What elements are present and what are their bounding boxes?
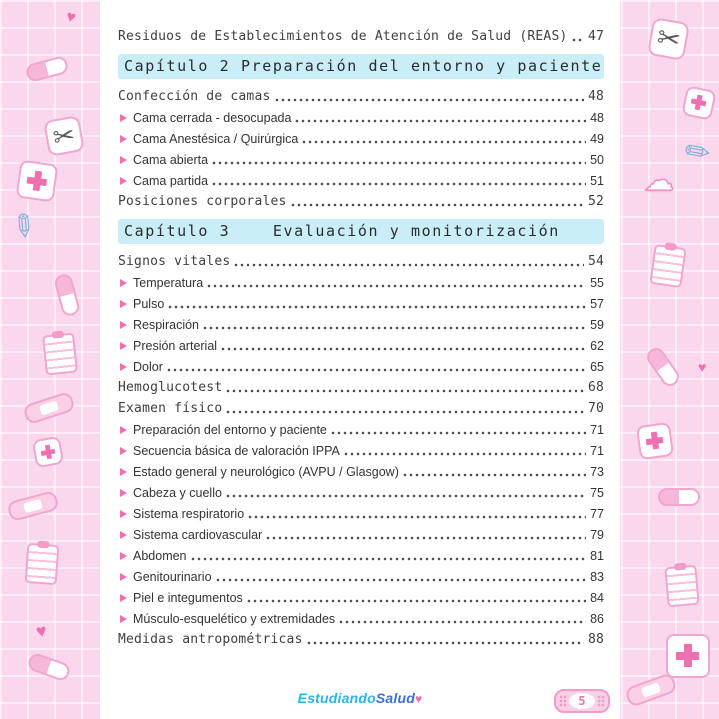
toc-entry xyxy=(118,566,604,587)
toc-entry-page: 49 xyxy=(590,131,604,146)
toc-entry xyxy=(118,107,604,128)
toc-entry-label: Medidas antropométricas xyxy=(118,632,303,647)
footer xyxy=(100,685,620,711)
dotted-leader xyxy=(234,263,584,267)
toc-entry-label: Preparación del entorno y paciente xyxy=(133,422,327,437)
toc-entry xyxy=(118,26,604,47)
dotted-leader xyxy=(167,368,586,372)
triangle-bullet-icon xyxy=(120,594,127,602)
brand-logo xyxy=(298,690,423,706)
toc-entry xyxy=(118,335,604,356)
pill-icon xyxy=(644,345,683,390)
dotted-leader xyxy=(191,557,587,561)
clipboard-icon xyxy=(25,543,60,585)
toc-entry-page: 79 xyxy=(590,527,604,542)
toc-entry-label: Piel e integumentos xyxy=(133,590,243,605)
toc-entry-label: Estado general y neurológico (AVPU / Glasgow) xyxy=(133,464,399,479)
toc-entry-label: Sistema cardiovascular xyxy=(133,527,263,542)
toc-entry xyxy=(118,608,604,629)
toc-entry xyxy=(118,293,604,314)
toc-entry-page: 62 xyxy=(590,338,604,353)
toc-entry-label: Confección de camas xyxy=(118,89,271,104)
toc-entry xyxy=(118,545,604,566)
pill-icon xyxy=(658,488,700,506)
triangle-bullet-icon xyxy=(120,321,127,329)
toc-entry xyxy=(118,629,604,650)
logo-heart-icon: ♥ xyxy=(415,692,423,706)
toc-entry-label: Dolor xyxy=(133,359,163,374)
triangle-bullet-icon xyxy=(120,573,127,581)
triangle-bullet-icon xyxy=(120,510,127,518)
toc-entry xyxy=(118,503,604,524)
toc-entry-label: Hemoglucotest xyxy=(118,380,223,395)
triangle-bullet-icon xyxy=(120,342,127,350)
heart-icon: ♥ xyxy=(698,359,707,375)
triangle-bullet-icon xyxy=(120,279,127,287)
dotted-leader xyxy=(331,431,586,435)
triangle-bullet-icon xyxy=(120,615,127,623)
toc-entry-label: Sistema respiratorio xyxy=(133,506,245,521)
toc-entry-page: 83 xyxy=(590,569,604,584)
cross-box-icon xyxy=(16,160,59,203)
brand-logo-part1: Estudiando xyxy=(297,690,376,706)
toc-entry-label: Cabeza y cuello xyxy=(133,485,222,500)
toc-entry-page: 54 xyxy=(587,254,604,269)
dotted-leader xyxy=(248,515,586,519)
dotted-leader xyxy=(221,347,586,351)
pill-icon xyxy=(53,272,81,317)
dotted-leader xyxy=(212,161,586,165)
content-panel xyxy=(100,0,620,719)
toc-entry xyxy=(118,482,604,503)
dotted-leader xyxy=(295,119,586,123)
toc-entry-page: 52 xyxy=(587,194,604,209)
toc-entry xyxy=(118,86,604,107)
toc-entry-page: 86 xyxy=(590,611,604,626)
dotted-leader xyxy=(226,389,584,393)
toc-entry xyxy=(118,524,604,545)
cloud-icon: ☁ xyxy=(644,164,674,197)
toc-entry xyxy=(118,272,604,293)
dotted-leader xyxy=(247,599,586,603)
scissors-icon: ✂ xyxy=(647,17,690,61)
triangle-bullet-icon xyxy=(120,489,127,497)
triangle-bullet-icon xyxy=(120,468,127,476)
toc-entry-page: 81 xyxy=(590,548,604,563)
toc-entry-label: Genitourinario xyxy=(133,569,212,584)
toc-entry-label: Cama partida xyxy=(133,173,209,188)
toc-entry xyxy=(118,314,604,335)
toc-entry xyxy=(118,128,604,149)
toc-entry-label: Abdomen xyxy=(133,548,187,563)
toc-entry-page: 48 xyxy=(590,110,604,125)
toc-list xyxy=(118,26,604,650)
dotted-leader xyxy=(403,473,586,477)
toc-entry xyxy=(118,251,604,272)
toc-entry-label: Cama abierta xyxy=(133,152,209,167)
dotted-leader xyxy=(226,494,586,498)
dotted-leader xyxy=(168,305,586,309)
toc-entry xyxy=(118,461,604,482)
triangle-bullet-icon xyxy=(120,135,127,143)
pen-icon: ✎ xyxy=(678,131,719,174)
toc-entry-label: Signos vitales xyxy=(118,254,231,269)
toc-entry-label: Cama Anestésica / Quirúrgica xyxy=(133,131,299,146)
toc-entry xyxy=(118,149,604,170)
heart-icon: ♥ xyxy=(34,620,49,642)
toc-entry-page: 47 xyxy=(587,29,604,44)
dotted-leader xyxy=(291,203,584,207)
dotted-leader xyxy=(216,578,587,582)
toc-entry xyxy=(118,398,604,419)
triangle-bullet-icon xyxy=(120,177,127,185)
dotted-leader xyxy=(344,452,586,456)
dotted-leader xyxy=(212,182,586,186)
toc-entry-label: Temperatura xyxy=(133,275,204,290)
cross-box-icon xyxy=(666,634,710,678)
bandaid-icon xyxy=(22,391,76,425)
toc-entry xyxy=(118,170,604,191)
triangle-bullet-icon xyxy=(120,300,127,308)
triangle-bullet-icon xyxy=(120,156,127,164)
dotted-leader xyxy=(275,98,584,102)
toc-entry-page: 70 xyxy=(587,401,604,416)
bandaid-icon xyxy=(6,490,59,522)
clipboard-icon xyxy=(664,565,699,608)
toc-entry-page: 73 xyxy=(590,464,604,479)
toc-entry-page: 75 xyxy=(590,485,604,500)
toc-entry-label: Pulso xyxy=(133,296,165,311)
toc-entry-page: 51 xyxy=(590,173,604,188)
pen-icon: ✎ xyxy=(2,205,44,248)
triangle-bullet-icon xyxy=(120,114,127,122)
toc-entry-page: 84 xyxy=(590,590,604,605)
scissors-icon: ✂ xyxy=(43,115,85,157)
clipboard-icon xyxy=(649,244,686,288)
toc-entry xyxy=(118,377,604,398)
brand-logo-part2: Salud xyxy=(375,690,416,706)
dotted-leader xyxy=(226,410,584,414)
toc-entry-page: 48 xyxy=(587,89,604,104)
toc-entry-page: 71 xyxy=(590,443,604,458)
page-number: 5 xyxy=(569,693,595,709)
toc-entry xyxy=(118,419,604,440)
toc-entry xyxy=(118,587,604,608)
dotted-leader xyxy=(572,38,584,42)
chapter-heading-label: Capítulo 2 Preparación del entorno y paciente xyxy=(118,54,604,79)
toc-entry-label: Residuos de Establecimientos de Atención de Salud (REAS) xyxy=(118,29,568,44)
toc-entry xyxy=(118,356,604,377)
toc-entry-page: 65 xyxy=(590,359,604,374)
toc-entry-label: Secuencia básica de valoración IPPA xyxy=(133,443,340,458)
toc-entry-page: 55 xyxy=(590,275,604,290)
toc-chapter-row xyxy=(118,54,604,79)
pill-icon xyxy=(24,55,69,83)
dotted-leader xyxy=(339,620,586,624)
toc-entry-page: 57 xyxy=(590,296,604,311)
heart-icon: ♥ xyxy=(64,8,78,27)
dotted-leader xyxy=(307,641,584,645)
toc-entry-page: 59 xyxy=(590,317,604,332)
clipboard-icon xyxy=(42,332,78,375)
chapter-heading-label: Capítulo 3 Evaluación y monitorización xyxy=(118,219,604,244)
toc-entry-page: 68 xyxy=(587,380,604,395)
toc-entry-label: Músculo-esquelético y extremidades xyxy=(133,611,336,626)
toc-entry xyxy=(118,440,604,461)
dotted-leader xyxy=(207,284,586,288)
toc-entry-label: Respiración xyxy=(133,317,200,332)
toc-chapter-row xyxy=(118,219,604,244)
triangle-bullet-icon xyxy=(120,447,127,455)
toc-entry-page: 88 xyxy=(587,632,604,647)
cross-box-icon xyxy=(636,422,674,460)
toc-entry-label: Presión arterial xyxy=(133,338,218,353)
pill-icon xyxy=(26,651,72,682)
toc-entry-label: Examen físico xyxy=(118,401,223,416)
toc-entry xyxy=(118,191,604,212)
triangle-bullet-icon xyxy=(120,363,127,371)
bandaid-icon xyxy=(624,672,678,708)
dotted-leader xyxy=(266,536,586,540)
page-number-badge xyxy=(554,689,610,713)
dotted-leader xyxy=(203,326,586,330)
toc-entry-page: 77 xyxy=(590,506,604,521)
toc-entry-page: 71 xyxy=(590,422,604,437)
toc-entry-page: 50 xyxy=(590,152,604,167)
dotted-leader xyxy=(302,140,586,144)
toc-entry-label: Cama cerrada - desocupada xyxy=(133,110,292,125)
toc-entry-label: Posiciones corporales xyxy=(118,194,287,209)
triangle-bullet-icon xyxy=(120,531,127,539)
cross-box-icon xyxy=(681,85,717,121)
cross-box-icon xyxy=(32,436,64,468)
triangle-bullet-icon xyxy=(120,552,127,560)
triangle-bullet-icon xyxy=(120,426,127,434)
